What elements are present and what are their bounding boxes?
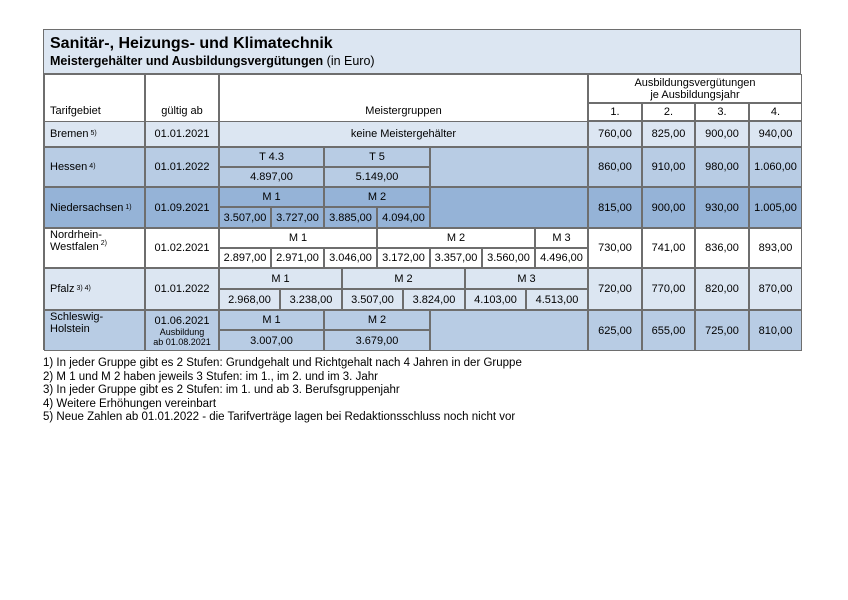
niedersachsen-value-2: 3.727,00	[271, 207, 324, 228]
nrw-value-2: 2.971,00	[271, 248, 324, 268]
footnotes	[43, 357, 522, 425]
row-pfalz-name: Pfalz 3) 4)	[44, 268, 145, 310]
subtitle-unit: (in Euro)	[326, 54, 375, 68]
footnote-1: 1) In jeder Gruppe gibt es 2 Stufen: Grundgehalt und Richtgehalt nach 4 Jahren in der Gruppe	[43, 357, 522, 369]
nrw-value-6: 3.560,00	[482, 248, 535, 268]
sh-azubi-2: 655,00	[642, 310, 695, 351]
hessen-value-2: 5.149,00	[324, 167, 430, 187]
row-nrw-name	[44, 228, 145, 268]
bremen-meister: keine Meistergehälter	[219, 121, 588, 147]
pfalz-value-4: 3.824,00	[403, 289, 465, 310]
pfalz-group-3: M 3	[465, 268, 588, 289]
bremen-azubi-3: 900,00	[695, 121, 749, 147]
nrw-label-text: Westfalen	[50, 241, 99, 253]
nrw-group-3: M 3	[535, 228, 588, 248]
bremen-label: Bremen	[50, 128, 89, 140]
pfalz-date: 01.01.2022	[145, 268, 219, 310]
sh-azubi-4: 810,00	[749, 310, 802, 351]
subtitle-bold: Meistergehälter und Ausbildungsvergütungen	[50, 54, 324, 68]
sh-date-note-line1: Ausbildung	[159, 326, 205, 337]
header-gueltig-ab: gültig ab	[145, 74, 219, 147]
nrw-value-3: 3.046,00	[324, 248, 377, 268]
header-year-1: 1.	[588, 103, 642, 121]
sh-group-2: M 2	[324, 310, 430, 330]
sh-date-note-line2: ab 01.08.2021	[153, 336, 211, 347]
niedersachsen-azubi-3: 930,00	[695, 187, 749, 228]
pfalz-label: Pfalz	[50, 283, 75, 295]
nrw-value-7: 4.496,00	[535, 248, 588, 268]
pfalz-azubi-1: 720,00	[588, 268, 642, 310]
bremen-azubi-2: 825,00	[642, 121, 695, 147]
bremen-azubi-4: 940,00	[749, 121, 802, 147]
nrw-value-1: 2.897,00	[219, 248, 271, 268]
header-ausbildung-line2: je Ausbildungsjahr	[650, 88, 740, 101]
pfalz-azubi-4: 870,00	[749, 268, 802, 310]
nrw-date: 01.02.2021	[145, 228, 219, 268]
page-title: Sanitär-, Heizungs- und Klimatechnik	[50, 35, 333, 52]
pfalz-value-6: 4.513,00	[526, 289, 588, 310]
header-year-3: 3.	[695, 103, 749, 121]
hessen-azubi-3: 980,00	[695, 147, 749, 187]
nrw-value-4: 3.172,00	[377, 248, 430, 268]
nrw-group-2: M 2	[377, 228, 535, 248]
footnote-3: 3) In jeder Gruppe gibt es 2 Stufen: im 1. und ab 3. Berufsgruppenjahr	[43, 384, 400, 396]
hessen-empty	[430, 147, 588, 187]
nrw-group-1: M 1	[219, 228, 377, 248]
row-sh-name	[44, 310, 145, 351]
hessen-azubi-4: 1.060,00	[749, 147, 802, 187]
nrw-azubi-4: 893,00	[749, 228, 802, 268]
pfalz-value-3: 3.507,00	[342, 289, 403, 310]
sh-label-line2: Holstein	[50, 323, 90, 335]
hessen-azubi-2: 910,00	[642, 147, 695, 187]
hessen-azubi-1: 860,00	[588, 147, 642, 187]
sh-value-1: 3.007,00	[219, 330, 324, 351]
niedersachsen-value-4: 4.094,00	[377, 207, 430, 228]
hessen-date: 01.01.2022	[145, 147, 219, 187]
sh-group-1: M 1	[219, 310, 324, 330]
table-title-block	[44, 30, 800, 74]
nrw-label-line2	[50, 241, 107, 253]
pfalz-group-1: M 1	[219, 268, 342, 289]
nrw-azubi-3: 836,00	[695, 228, 749, 268]
niedersachsen-label: Niedersachsen	[50, 201, 124, 214]
niedersachsen-azubi-2: 900,00	[642, 187, 695, 228]
nrw-azubi-2: 741,00	[642, 228, 695, 268]
pfalz-value-2: 3.238,00	[280, 289, 342, 310]
row-hessen-name: Hessen 4)	[44, 147, 145, 187]
sh-date-cell	[145, 310, 219, 351]
sh-empty	[430, 310, 588, 351]
footnote-5: 5) Neue Zahlen ab 01.01.2022 - die Tarifverträge lagen bei Redaktionsschluss noch nicht vor	[43, 411, 516, 423]
row-bremen-name: Bremen 5)	[44, 121, 145, 147]
sh-value-2: 3.679,00	[324, 330, 430, 351]
sh-azubi-3: 725,00	[695, 310, 749, 351]
nrw-azubi-1: 730,00	[588, 228, 642, 268]
niedersachsen-empty	[430, 187, 588, 228]
nrw-value-5: 3.357,00	[430, 248, 482, 268]
pfalz-value-1: 2.968,00	[219, 289, 280, 310]
hessen-group-1: T 4.3	[219, 147, 324, 167]
pfalz-azubi-3: 820,00	[695, 268, 749, 310]
pfalz-group-2: M 2	[342, 268, 465, 289]
niedersachsen-group-1: M 1	[219, 187, 324, 207]
hessen-value-1: 4.897,00	[219, 167, 324, 187]
pfalz-azubi-2: 770,00	[642, 268, 695, 310]
hessen-group-2: T 5	[324, 147, 430, 167]
hessen-label: Hessen	[50, 161, 88, 173]
row-niedersachsen-name: Niedersachsen 1)	[44, 187, 145, 228]
niedersachsen-group-2: M 2	[324, 187, 430, 207]
header-year-4: 4.	[749, 103, 802, 121]
niedersachsen-azubi-1: 815,00	[588, 187, 642, 228]
header-ausbildung-line1: Ausbildungsvergütungen	[634, 76, 756, 89]
niedersachsen-date: 01.09.2021	[145, 187, 219, 228]
page-subtitle	[50, 53, 794, 69]
footnote-2: 2) M 1 und M 2 haben jeweils 3 Stufen: im 1., im 2. und im 3. Jahr	[43, 370, 378, 383]
nrw-label-line1: Nordrhein-	[50, 229, 102, 241]
sh-azubi-1: 625,00	[588, 310, 642, 351]
header-meistergruppen: Meistergruppen	[219, 74, 588, 147]
footnote-4: 4) Weitere Erhöhungen vereinbart	[43, 397, 217, 410]
header-year-2: 2.	[642, 103, 695, 121]
header-ausbildung	[588, 74, 802, 103]
niedersachsen-value-1: 3.507,00	[219, 207, 271, 228]
sh-label-line1: Schleswig-	[50, 311, 104, 323]
bremen-azubi-1: 760,00	[588, 121, 642, 147]
nrw-footnote-ref: 2)	[100, 240, 107, 248]
sh-date: 01.06.2021	[154, 314, 210, 327]
niedersachsen-azubi-4: 1.005,00	[749, 187, 802, 228]
pfalz-value-5: 4.103,00	[465, 289, 526, 310]
niedersachsen-value-3: 3.885,00	[324, 207, 377, 228]
header-tarifgebiet: Tarifgebiet	[44, 74, 145, 147]
bremen-date: 01.01.2021	[145, 121, 219, 147]
salary-table	[43, 29, 801, 350]
